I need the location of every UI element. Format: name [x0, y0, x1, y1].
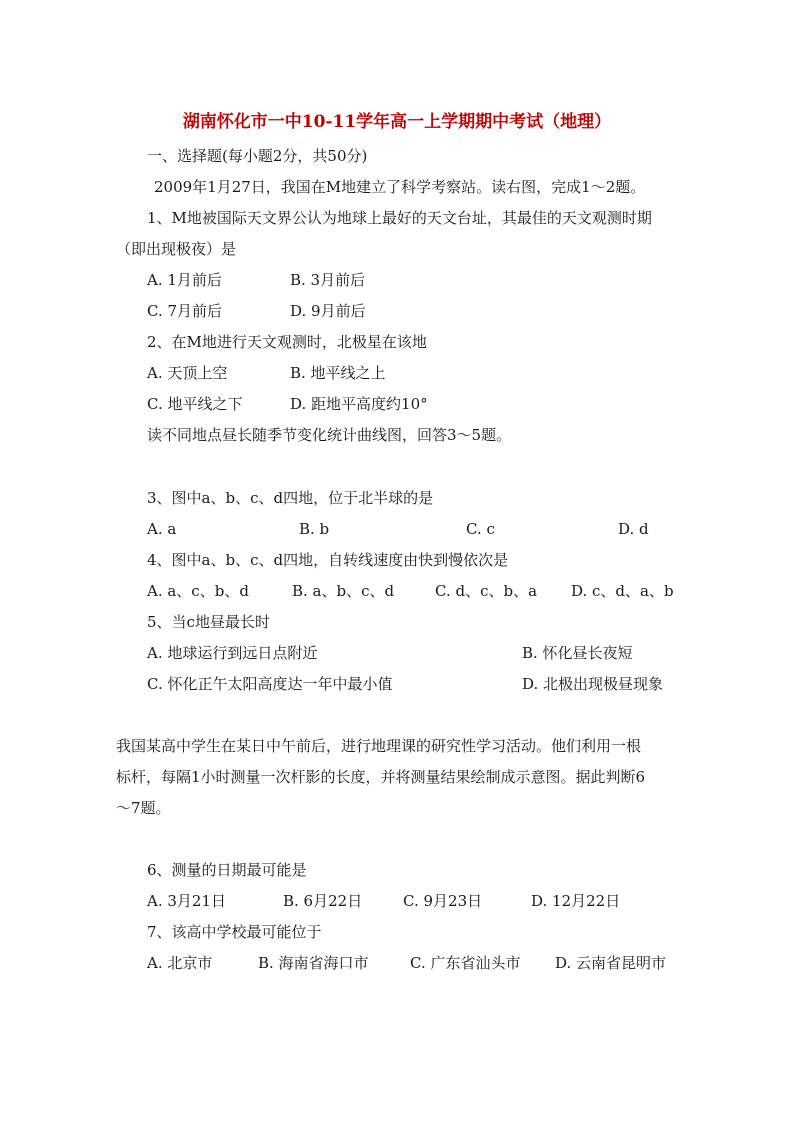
intro-q1-2: 2009年1月27日，我国在M地建立了科学考察站。读右图，完成1～2题。: [154, 178, 646, 196]
q3-option-a: A. a: [147, 520, 177, 538]
intro-q3-5: 读不同地点昼长随季节变化统计曲线图，回答3～5题。: [147, 426, 512, 444]
q1-option-d: D. 9月前后: [290, 302, 366, 320]
q6-option-d: D. 12月22日: [531, 892, 621, 910]
q4-option-b: B. a、b、c、d: [292, 582, 395, 600]
q1-stem-line1: 1、M地被国际天文界公认为地球上最好的天文台址，其最佳的天文观测时期: [147, 209, 652, 227]
q5-option-b: B. 怀化昼长夜短: [522, 644, 633, 662]
document-title: 湖南怀化市一中10-11学年高一上学期期中考试（地理）: [182, 112, 612, 132]
q6-option-b: B. 6月22日: [283, 892, 363, 910]
q6-option-a: A. 3月21日: [147, 892, 226, 910]
q2-option-c: C. 地平线之下: [147, 395, 243, 413]
q5-option-c: C. 怀化正午太阳高度达一年中最小值: [147, 675, 393, 693]
q3-option-c: C. c: [466, 520, 495, 538]
q2-stem: 2、在M地进行天文观测时，北极星在该地: [147, 333, 427, 351]
section-heading: 一、选择题(每小题2分，共50分): [147, 147, 368, 165]
intro-q6-7-line3: ～7题。: [116, 799, 171, 817]
q5-stem: 5、当c地昼最长时: [147, 613, 270, 631]
q4-stem: 4、图中a、b、c、d四地，自转线速度由快到慢依次是: [147, 551, 509, 569]
q2-option-b: B. 地平线之上: [290, 364, 386, 382]
q7-option-c: C. 广东省汕头市: [410, 954, 521, 972]
q5-option-d: D. 北极出现极昼现象: [522, 675, 664, 693]
q1-option-a: A. 1月前后: [147, 271, 222, 289]
q1-option-b: B. 3月前后: [290, 271, 366, 289]
q3-stem: 3、图中a、b、c、d四地，位于北半球的是: [147, 489, 434, 507]
q4-option-a: A. a、c、b、d: [147, 582, 249, 600]
q2-option-a: A. 天顶上空: [147, 364, 228, 382]
intro-q6-7-line2: 标杆，每隔1小时测量一次杆影的长度，并将测量结果绘制成示意图。据此判断6: [116, 768, 646, 786]
q7-option-b: B. 海南省海口市: [258, 954, 369, 972]
q3-option-d: D. d: [618, 520, 649, 538]
q2-option-d: D. 距地平高度约10°: [290, 395, 428, 413]
q1-option-c: C. 7月前后: [147, 302, 223, 320]
q4-option-d: D. c、d、a、b: [571, 582, 674, 600]
q3-option-b: B. b: [299, 520, 330, 538]
q5-option-a: A. 地球运行到远日点附近: [147, 644, 318, 662]
q7-stem: 7、该高中学校最可能位于: [147, 923, 322, 941]
q6-option-c: C. 9月23日: [403, 892, 483, 910]
q1-stem-line2: （即出现极夜）是: [116, 240, 237, 258]
q6-stem: 6、测量的日期最可能是: [147, 861, 307, 879]
intro-q6-7-line1: 我国某高中学生在某日中午前后，进行地理课的研究性学习活动。他们利用一根: [116, 737, 642, 755]
q7-option-a: A. 北京市: [147, 954, 213, 972]
q7-option-d: D. 云南省昆明市: [555, 954, 667, 972]
q4-option-c: C. d、c、b、a: [435, 582, 538, 600]
